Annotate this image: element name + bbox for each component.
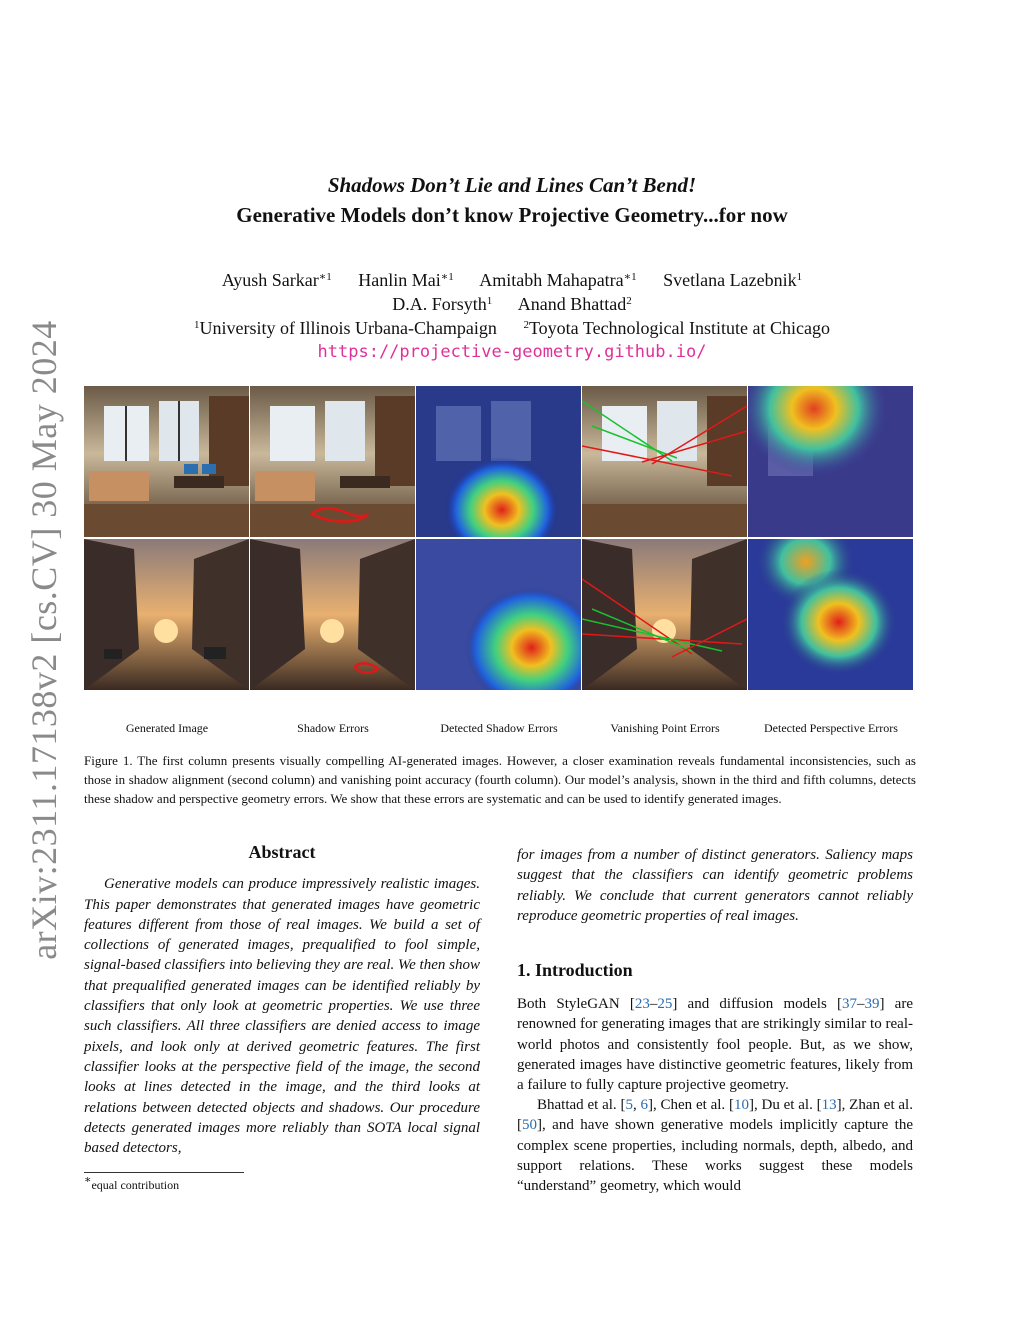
citation-link[interactable]: 39 (864, 996, 880, 1012)
street-generated-image (84, 539, 249, 690)
office-detected-perspective-errors (748, 386, 913, 537)
text-run: ], Chen et al. [ (647, 1097, 734, 1113)
footnote (84, 1174, 180, 1193)
figure-column-label: Generated Image (125, 721, 209, 735)
citation-link[interactable]: 37 (842, 996, 857, 1012)
author-sup: 1 (796, 271, 803, 283)
street-detected-shadow-errors (416, 539, 581, 690)
text-run: Bhattad et al. [ (537, 1097, 626, 1113)
office-detected-shadow-errors (416, 386, 581, 537)
intro-paragraph-1 (517, 994, 913, 1095)
text-run: ] are renowned for generating images that are strikingly similar to real-world photos and consistently fool people. But, as we show, generated images have distinctive geometric features, likely from a failure to fully capture projective geometry. (517, 996, 913, 1094)
author-sup: ∗1 (318, 271, 332, 283)
text-run: ], and have shown generative models implicitly capture the complex scene properties, including normals, depth, albedo, and support relations. These works suggest these models “understand” geometry, which would (517, 1117, 913, 1195)
paper-title-line1: Shadows Don’t Lie and Lines Can’t Bend! (327, 173, 697, 197)
citation-link[interactable]: 5 (625, 1097, 633, 1113)
author-line-1 (0, 270, 1024, 291)
intro-heading: 1. Introduction (517, 960, 633, 980)
figure-column-label: Detected Perspective Errors (764, 721, 898, 735)
footnote-divider (84, 1172, 244, 1173)
figure-1 (84, 386, 916, 690)
text-run: ], Du et al. [ (748, 1097, 822, 1113)
author-sup: 1 (486, 295, 493, 307)
author-name: Hanlin Mai (358, 270, 441, 290)
text-run: ] and diffusion models [ (672, 996, 842, 1012)
figure-column-label: Shadow Errors (297, 721, 369, 735)
figure-column-label: Vanishing Point Errors (610, 721, 720, 735)
affiliation-1: University of Illinois Urbana-Champaign (199, 318, 497, 338)
figure-column-label: Detected Shadow Errors (440, 721, 558, 735)
footnote-text: equal contribution (91, 1178, 180, 1192)
citation-link[interactable]: 23 (634, 996, 650, 1012)
affiliations (0, 318, 1024, 339)
author-sup: ∗1 (623, 271, 637, 283)
author-name: D.A. Forsyth (392, 294, 487, 314)
street-detected-perspective-errors (748, 539, 913, 690)
office-vanishing-point-errors (582, 386, 747, 537)
abstract-section (84, 842, 480, 1158)
abstract-continued: for images from a number of distinct generators. Saliency maps suggest that the classifiers can identify geometric problems reliably. We conclude that current generators cannot reliably reproduce geometric properties of real images. (517, 847, 913, 924)
citation-link[interactable]: 13 (821, 1097, 837, 1113)
citation-link[interactable]: 25 (657, 996, 673, 1012)
author-sup: 2 (626, 295, 632, 307)
citation-link[interactable]: 6 (640, 1097, 648, 1113)
footnote-mark: ∗ (84, 1174, 92, 1186)
affiliation-2: Toyota Technological Institute at Chicago (528, 318, 831, 338)
affiliation-sup: 2 (523, 319, 529, 331)
citation-link[interactable]: 10 (733, 1097, 749, 1113)
abstract-heading: Abstract (248, 842, 316, 862)
paper-title-line2: Generative Models don’t know Projective Geometry...for now (236, 203, 788, 227)
street-vanishing-point-errors (582, 539, 747, 690)
text-run: – (857, 996, 865, 1012)
arxiv-stamp: arXiv:2311.17138v2 [cs.CV] 30 May 2024 (24, 320, 64, 960)
office-shadow-errors (250, 386, 415, 537)
office-generated-image (84, 386, 249, 537)
affiliation-sup: 1 (193, 319, 200, 331)
project-url-link[interactable]: https://projective-geometry.github.io/ (317, 342, 707, 362)
abstract-text: Generative models can produce impressively realistic images. This paper demonstrates that generated images have geometric features different from those of real images. We build a set of collections of generated images, prequalified to fool simple, signal-based classifiers into believing they are real. We then show that prequalified generated images can be identified reliably by classifiers that only look at geometric properties. We use three such classifiers. All three classifiers are denied access to image pixels, and look only at derived geometric features. The first classifier looks at the perspective field of the image, the second looks at lines detected in the image, and the third looks at relations between detected objects and shadows. Our procedure detects generated images more reliably than SOTA local signal based detectors, (84, 876, 480, 1157)
street-shadow-errors (250, 539, 415, 690)
author-sup: ∗1 (440, 271, 454, 283)
author-line-2 (0, 294, 1024, 315)
text-run: , (632, 1097, 641, 1113)
author-name: Ayush Sarkar (221, 270, 319, 290)
citation-link[interactable]: 50 (522, 1117, 537, 1134)
figure-caption: Figure 1. The first column presents visually compelling AI-generated images. However, a closer examination reveals fundamental inconsistencies, such as those in shadow alignment (second column) and vanishing point accuracy (fourth column). Our model’s analysis, shown in the third and fifth columns, detects these shadow and perspective geometry errors. We show that these errors are systematic and can be used to identify generated images. (84, 753, 916, 806)
author-name: Svetlana Lazebnik (663, 270, 797, 290)
text-run: ], Zhan et al. [ (517, 1097, 913, 1134)
text-run: Both StyleGAN [ (517, 996, 635, 1012)
author-name: Anand Bhattad (517, 294, 627, 314)
author-name: Amitabh Mahapatra (479, 270, 624, 290)
intro-paragraph-2 (517, 1095, 913, 1196)
text-run: – (649, 996, 658, 1012)
